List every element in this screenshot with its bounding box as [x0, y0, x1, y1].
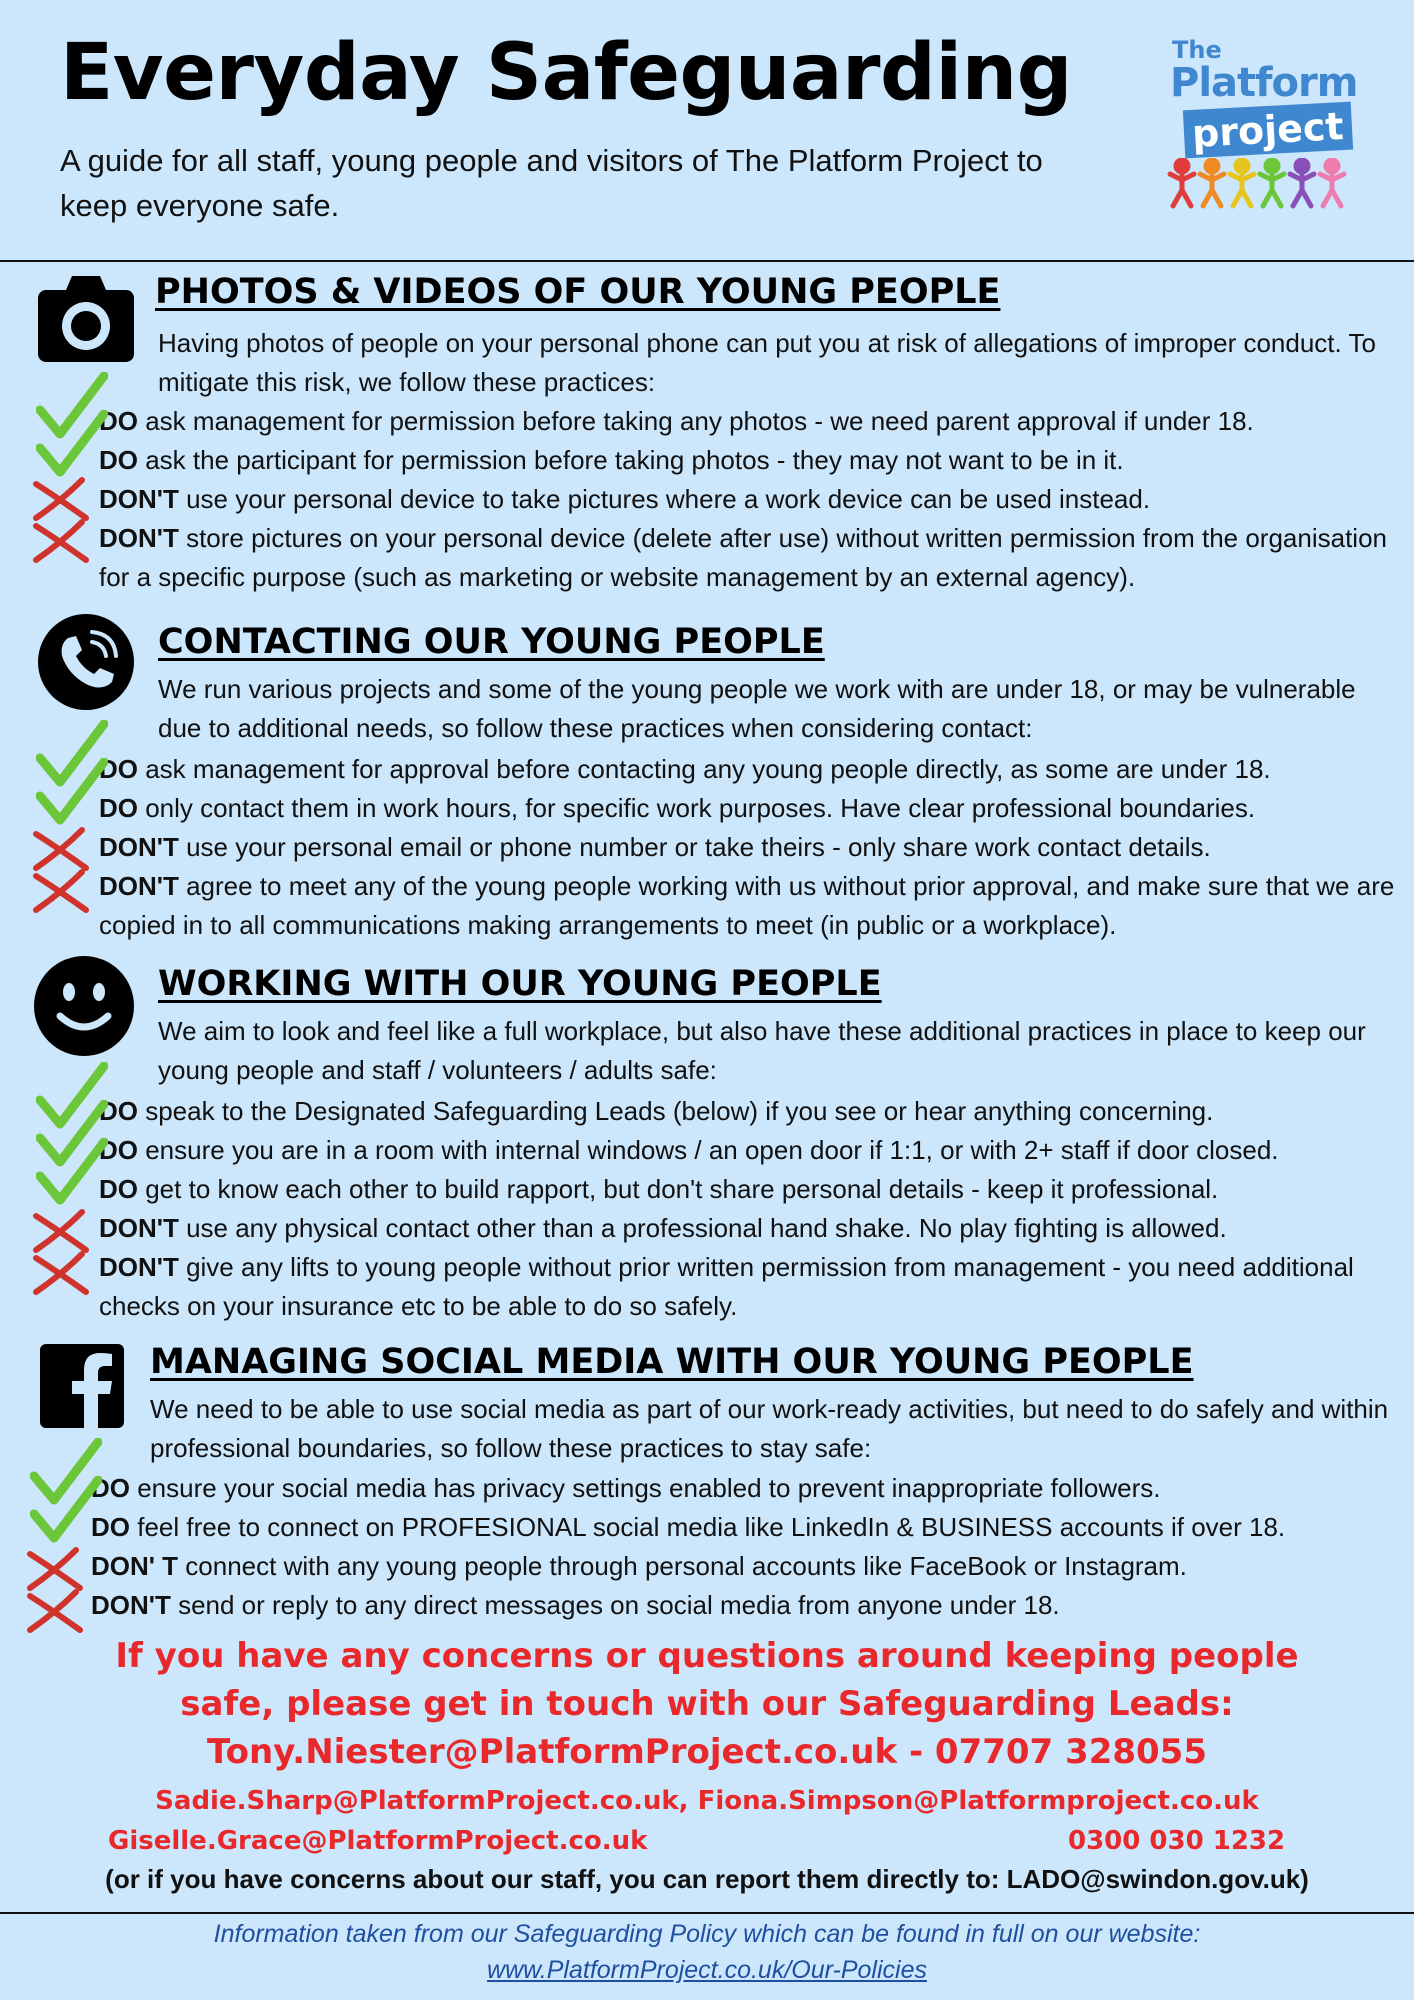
rule-item	[99, 480, 1409, 519]
logo-the: The	[1172, 36, 1222, 64]
rule-lead: DO	[99, 1174, 138, 1204]
rule-item	[91, 1508, 1411, 1547]
page-subtitle: A guide for all staff, young people and visitors of The Platform Project to keep everyone safe.	[60, 143, 1043, 223]
rule-lead: DON'T	[99, 871, 179, 901]
section-intro-working: We aim to look and feel like a full workplace, but also have these additional practices in place to keep our young people and staff / volunteers / adults safe:	[158, 1016, 1366, 1085]
page-header	[0, 0, 1414, 262]
rule-item	[99, 1248, 1409, 1326]
rule-text: use your personal email or phone number or take theirs - only share work contact details.	[178, 832, 1211, 862]
rule-text: use your personal device to take pictures where a work device can be used instead.	[178, 484, 1151, 514]
cross-mark-icon	[28, 826, 94, 872]
concern-heading-line2: safe, please get in touch with our Safeguarding Leads:	[180, 1684, 1234, 1724]
smiley-icon	[32, 954, 136, 1058]
safeguarding-lead-emails[interactable]: Sadie.Sharp@PlatformProject.co.uk, Fiona.Simpson@Platformproject.co.uk	[155, 1786, 1259, 1816]
check-mark-icon	[36, 1138, 108, 1208]
rule-item	[91, 1469, 1411, 1508]
check-mark-icon	[36, 758, 108, 828]
phone-icon	[38, 614, 134, 710]
rule-text: ask management for approval before contacting any young people directly, as some are under 18.	[138, 754, 1271, 784]
rule-lead: DO	[91, 1473, 130, 1503]
facebook-icon	[40, 1344, 124, 1428]
rule-item	[99, 1209, 1409, 1248]
lado-contact: (or if you have concerns about our staff, you can report them directly to: LADO@swindon.gov.uk)	[105, 1864, 1309, 1894]
footer-info: Information taken from our Safeguarding Policy which can be found in full on our website:	[213, 1920, 1201, 1948]
policies-link[interactable]: www.PlatformProject.co.uk/Our-Policies	[487, 1956, 927, 1984]
rules-list-contacting	[99, 750, 1409, 945]
rule-lead: DON'T	[99, 484, 179, 514]
cross-mark-icon	[22, 1546, 88, 1592]
section-title-social-media: MANAGING SOCIAL MEDIA WITH OUR YOUNG PEOPLE	[150, 1342, 1194, 1382]
safeguarding-phone[interactable]: 0300 030 1232	[1068, 1826, 1286, 1856]
rules-list-working	[99, 1092, 1409, 1326]
rule-text: store pictures on your personal device (delete after use) without written permission from the organisation for a specific purpose (such as marketing or website management by an external agency).	[99, 523, 1387, 592]
logo-project: project	[1183, 102, 1353, 159]
cross-mark-icon	[22, 1588, 88, 1634]
platform-project-logo	[1166, 36, 1362, 216]
rule-item	[99, 519, 1409, 597]
rules-list-social-media	[91, 1469, 1411, 1625]
section-intro-social-media: We need to be able to use social media as part of our work-ready activities, but need to do safely and within professional boundaries, so follow these practices to stay safe:	[150, 1394, 1389, 1463]
section-intro-contacting: We run various projects and some of the young people we work with are under 18, or may be vulnerable due to additional needs, so follow these practices when considering contact:	[158, 674, 1356, 743]
rule-lead: DO	[99, 793, 138, 823]
cross-mark-icon	[28, 518, 94, 564]
rule-text: send or reply to any direct messages on social media from anyone under 18.	[170, 1590, 1060, 1620]
rule-text: only contact them in work hours, for specific work purposes. Have clear professional boundaries.	[138, 793, 1256, 823]
rule-item	[99, 750, 1409, 789]
rule-item	[99, 402, 1409, 441]
rule-lead: DO	[99, 1135, 138, 1165]
rule-text: agree to meet any of the young people working with us without prior approval, and make sure that we are copied in to all communications making arrangements to meet (in public or a workplace).	[99, 871, 1395, 940]
safeguarding-lead-contact[interactable]: Tony.Niester@PlatformProject.co.uk - 07707 328055	[207, 1732, 1207, 1772]
logo-platform: Platform	[1170, 60, 1358, 106]
section-intro-photos: Having photos of people on your personal phone can put you at risk of allegations of improper conduct. To mitigate this risk, we follow these practices:	[158, 328, 1376, 397]
rules-list-photos	[99, 402, 1409, 597]
rule-lead: DON'T	[99, 1213, 179, 1243]
concern-heading-line1: If you have any concerns or questions around keeping people	[115, 1636, 1299, 1676]
check-mark-icon	[36, 410, 108, 480]
rule-text: use any physical contact other than a professional hand shake. No play fighting is allowed.	[178, 1213, 1227, 1243]
rule-item	[99, 1131, 1409, 1170]
cross-mark-icon	[28, 1250, 94, 1296]
rule-lead: DO	[99, 445, 138, 475]
rule-item	[99, 441, 1409, 480]
rule-item	[99, 867, 1409, 945]
rule-item	[91, 1586, 1411, 1625]
camera-icon	[38, 276, 134, 362]
rule-lead: DON' T	[91, 1551, 179, 1581]
safeguarding-lead-email[interactable]: Giselle.Grace@PlatformProject.co.uk	[108, 1826, 648, 1856]
rule-text: get to know each other to build rapport, but don't share personal details - keep it professional.	[138, 1174, 1219, 1204]
rule-lead: DON'T	[91, 1590, 171, 1620]
section-title-working: WORKING WITH OUR YOUNG PEOPLE	[158, 964, 882, 1004]
section-title-photos: PHOTOS & VIDEOS OF OUR YOUNG PEOPLE	[155, 272, 1001, 312]
rule-lead: DO	[99, 406, 138, 436]
people-figures-icon	[1166, 158, 1362, 212]
footer-divider	[0, 1912, 1414, 1914]
rule-lead: DON'T	[99, 832, 179, 862]
cross-mark-icon	[28, 1208, 94, 1254]
rule-item	[99, 828, 1409, 867]
rule-lead: DO	[91, 1512, 130, 1542]
rule-text: ask management for permission before taking any photos - we need parent approval if under 18.	[138, 406, 1254, 436]
page-title: Everyday Safeguarding	[60, 28, 1072, 118]
rule-item	[99, 1170, 1409, 1209]
rule-text: feel free to connect on PROFESIONAL social media like LinkedIn & BUSINESS accounts if over 18.	[130, 1512, 1286, 1542]
section-title-contacting: CONTACTING OUR YOUNG PEOPLE	[158, 622, 825, 662]
rule-lead: DON'T	[99, 1252, 179, 1282]
rule-lead: DO	[99, 1096, 138, 1126]
rule-item	[99, 789, 1409, 828]
rule-text: ensure you are in a room with internal windows / an open door if 1:1, or with 2+ staff if door closed.	[138, 1135, 1279, 1165]
rule-lead: DON'T	[99, 523, 179, 553]
rule-item	[99, 1092, 1409, 1131]
check-mark-icon	[30, 1476, 102, 1546]
cross-mark-icon	[28, 476, 94, 522]
header-divider	[0, 260, 1414, 262]
rule-text: give any lifts to young people without prior written permission from management - you need additional checks on your insurance etc to be able to do so safely.	[99, 1252, 1354, 1321]
rule-item	[91, 1547, 1411, 1586]
rule-text: ask the participant for permission before taking photos - they may not want to be in it.	[138, 445, 1124, 475]
rule-text: connect with any young people through personal accounts like FaceBook or Instagram.	[178, 1551, 1187, 1581]
rule-text: ensure your social media has privacy settings enabled to prevent inappropriate followers.	[130, 1473, 1161, 1503]
rule-lead: DO	[99, 754, 138, 784]
rule-text: speak to the Designated Safeguarding Leads (below) if you see or hear anything concerning.	[138, 1096, 1214, 1126]
cross-mark-icon	[28, 868, 94, 914]
